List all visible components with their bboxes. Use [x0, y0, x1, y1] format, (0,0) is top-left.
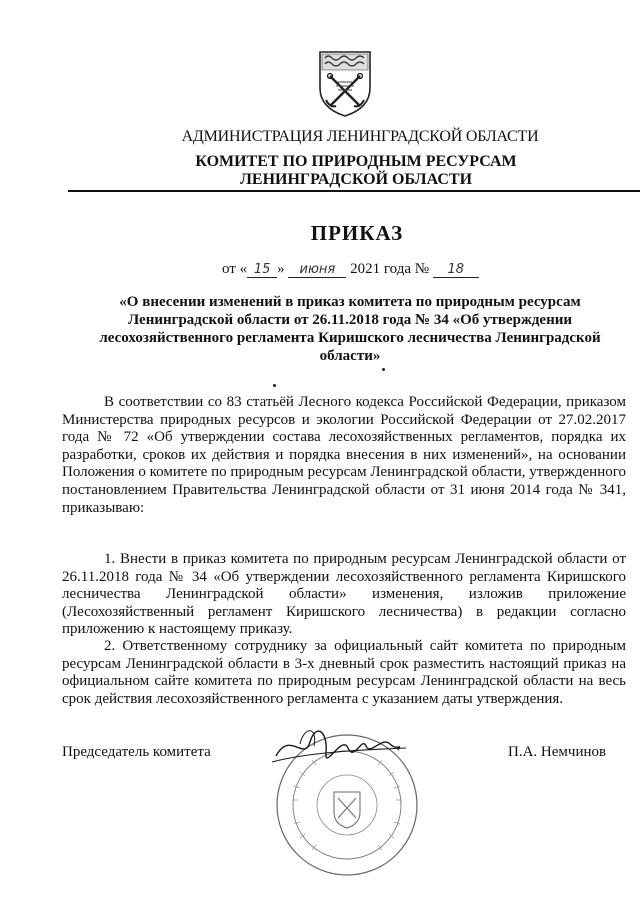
date-prefix: от «	[222, 261, 248, 277]
signatory-name: П.А. Немчинов	[508, 744, 607, 760]
document-type-title: ПРИКАЗ	[310, 221, 404, 245]
date-mid: »	[277, 261, 285, 277]
administration-title: АДМИНИСТРАЦИЯ ЛЕНИНГРАДСКОЙ ОБЛАСТИ	[181, 128, 539, 145]
leningrad-oblast-coat-of-arms-icon	[316, 48, 374, 118]
committee-title-line2: ЛЕНИНГРАДСКОЙ ОБЛАСТИ	[239, 171, 473, 188]
date-number-line	[222, 261, 479, 278]
committee-title	[36, 153, 640, 189]
handwritten-day: 15	[247, 263, 277, 278]
preamble-paragraph: В соответствии со 83 статьёй Лесного кодекса Российской Федерации, приказом Министерства природных ресурсов и экологии Российской Федерации от 27.02.2017 года № 72 «Об утверждении состава лесохозяйственных регламентов, порядка их разработки, сроков их действия и порядка внесения в них изменений», на основании Положения о комитете по природным ресурсам Ленинградской области, утвержденного постановлением Правительства Ленинградской области от 31 июня 2014 года № 341, приказываю:	[62, 394, 626, 516]
scan-speck	[382, 368, 385, 371]
committee-title-line1: КОМИТЕТ ПО ПРИРОДНЫМ РЕСУРСАМ	[195, 153, 517, 170]
handwritten-month: июня	[288, 263, 346, 278]
date-year: 2021 года №	[350, 261, 430, 277]
handwritten-number: 18	[433, 263, 479, 278]
header-divider	[68, 190, 640, 192]
order-item-2: 2. Ответственному сотруднику за официальный сайт комитета по природным ресурсам Ленинградской области в 3-х дневный срок разместить настоящий приказ на официальном сайте комитета по природным ресурсам Ленинградской области на весь срок действия лесохозяйственного регламента с указанием даты утверждения.	[62, 638, 626, 707]
scan-speck	[273, 384, 276, 387]
order-item-1: 1. Внести в приказ комитета по природным ресурсам Ленинградской области от 26.11.2018 года № 34 «Об утверждении лесохозяйственного регламента Киришского лесничества Ленинградской области» изменения, изложив приложение (Лесохозяйственный регламент Киришского лесничества) в редакции согласно приложению к настоящему приказу.	[62, 551, 626, 638]
handwritten-signature	[270, 722, 410, 772]
document-subject: «О внесении изменений в приказ комитета по природным ресурсам Ленинградской области от 26.11.2018 года № 34 «Об утверждении лесохозяйственного регламента Киришского лесничества Ленинградской области»	[99, 294, 601, 364]
signatory-position: Председатель комитета	[62, 744, 211, 760]
